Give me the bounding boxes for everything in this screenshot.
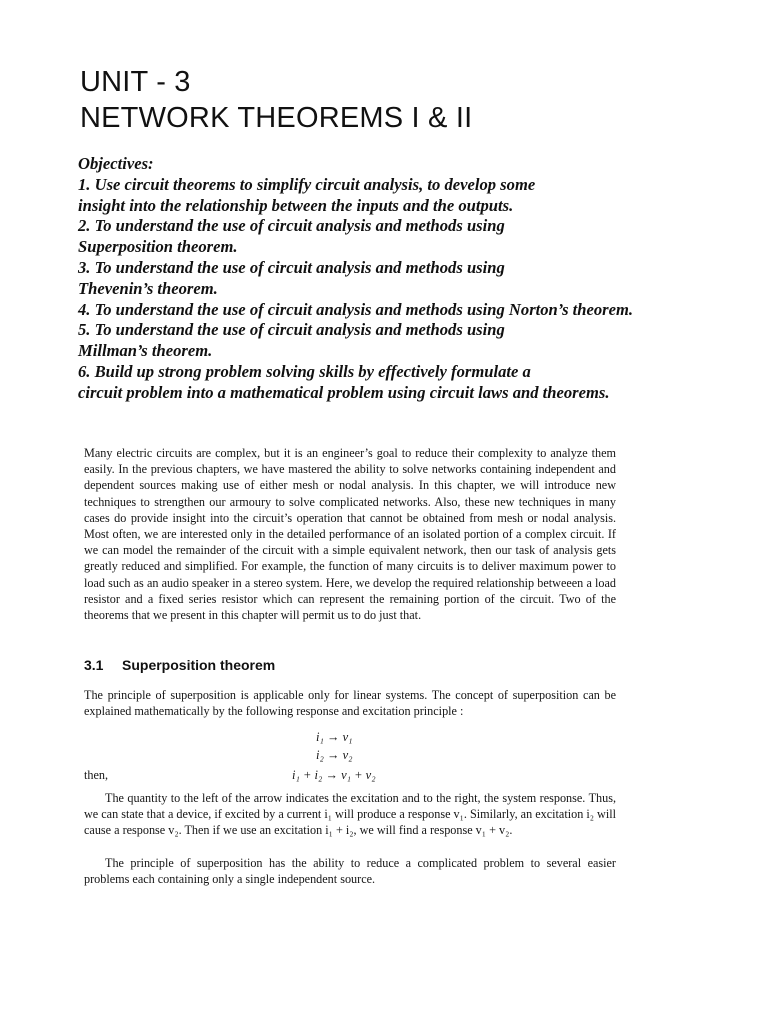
objective-line: Millman’s theorem.	[78, 341, 213, 361]
equation-2: i₂ → v₂	[316, 748, 353, 762]
objective-line: 6. Build up strong problem solving skills by effectively formulate a	[78, 361, 531, 381]
intro-paragraph: Many electric circuits are complex, but it is an engineer’s goal to reduce their complexity to analyze them easily. In the previous chapters, we have mastered the ability to solve networks containing independent and dependent sources making use of either mesh or nodal analysis. In this chapter, we will introduce new techniques to strengthen our armoury to solve complicated networks. Also, these new techniques in many cases do provide insight into the circuit’s operation that cannot be obtained from mesh or nodal analysis. Most often, we are interested only in the detailed performance of an isolated portion of a complex circuit. If we can model the remainder of the circuit with a simple equivalent network, then our task of analysis gets greatly reduced and simplified. For example, the function of many circuits is to deliver maximum power to load such as an audio speaker in a stereo system. Here, we develop the required relationship betweeen a load resistor and a fixed series resistor which can represent the remaining portion of the circuit. Two of the theorems that we present in this chapter will permit us to do just that.	[84, 446, 616, 623]
section-title: Superposition theorem	[122, 657, 276, 673]
objective-line: 2. To understand the use of circuit analysis and methods using	[78, 216, 505, 236]
section-heading	[84, 655, 275, 675]
objective-line: circuit problem into a mathematical problem using circuit laws and theorems.	[78, 382, 610, 402]
objective-line: 1. Use circuit theorems to simplify circuit analysis, to develop some	[78, 174, 536, 194]
equation-3: i₁ + i₂ → v₁ + v₂	[292, 768, 376, 782]
page-title: NETWORK THEOREMS I & II	[80, 102, 473, 134]
objective-line: 5. To understand the use of circuit analysis and methods using	[78, 320, 505, 340]
objective-line: 3. To understand the use of circuit analysis and methods using	[78, 257, 505, 277]
objective-line: Thevenin’s theorem.	[78, 278, 218, 298]
section-number: 3.1	[84, 657, 104, 673]
objectives-list	[78, 154, 728, 404]
objective-line: insight into the relationship between the inputs and the outputs.	[78, 195, 514, 215]
objectives-heading: Objectives:	[78, 154, 154, 173]
superposition-paragraph: The principle of superposition has the ability to reduce a complicated problem to several easier problems each containing only a single independent source.	[84, 856, 616, 887]
objective-line: 4. To understand the use of circuit analysis and methods using Norton’s theorem.	[78, 299, 634, 319]
then-label: then,	[84, 768, 109, 782]
unit-label: UNIT - 3	[80, 66, 191, 98]
principle-paragraph: The principle of superposition is applicable only for linear systems. The concept of superposition can be explained mathematically by the following response and excitation principle :	[84, 688, 616, 719]
quantity-paragraph: The quantity to the left of the arrow indicates the excitation and to the right, the system response. Thus, we can state that a device, if excited by a current i₁ will produce a response v₁. Similarly, an excitation i₂ will cause a response v₂. Then if we use an excitation i₁ + i₂, we will find a response v₁ + v₂.	[84, 791, 616, 838]
equation-1: i₁ → v₁	[316, 730, 353, 744]
objective-line: Superposition theorem.	[78, 237, 238, 257]
